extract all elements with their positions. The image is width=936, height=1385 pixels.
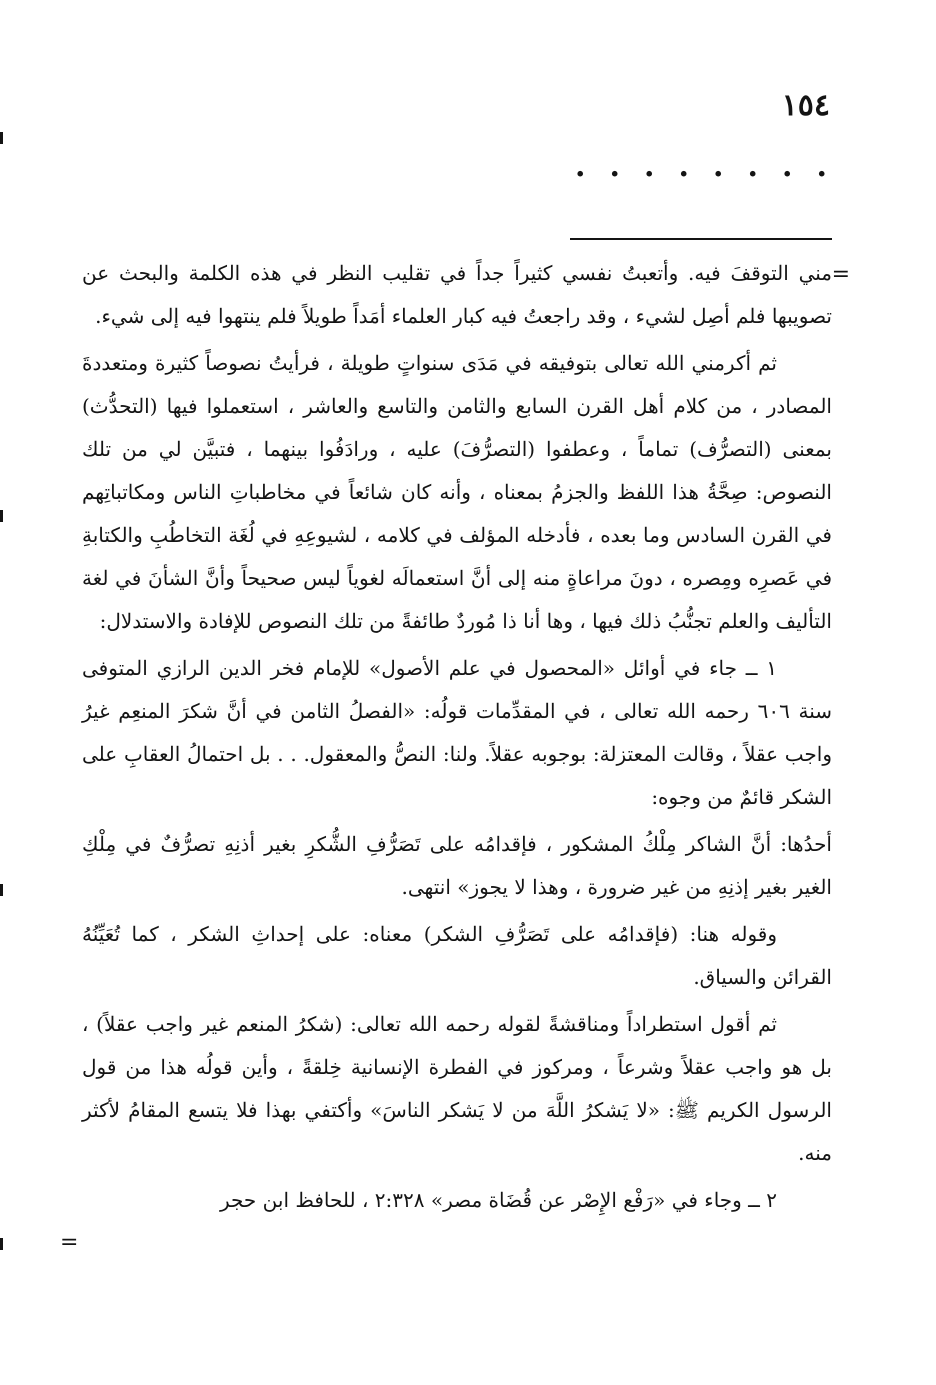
dot: . — [644, 149, 655, 184]
dot: . — [816, 149, 827, 184]
dot: . — [609, 149, 620, 184]
continuation-mark-end: = — [60, 1230, 79, 1255]
dot: . — [575, 149, 586, 184]
ellipsis-dots — [575, 149, 827, 184]
margin-mark — [0, 884, 3, 896]
dot: . — [782, 149, 793, 184]
paragraph-example-2: ٢ ــ وجاء في «رَفْع الإِصْر عن قُضَاة مصر» ٢:٣٢٨ ، للحافظ ابن حجر — [219, 1188, 777, 1212]
dot: . — [713, 149, 724, 184]
page-number: ١٥٤ — [781, 88, 830, 123]
paragraph-first-reason: أحدُها: أنَّ الشاكر مِلْكُ المشكور ، فإقدامُه على تَصَرُّفِ الشُّكرِ بغير أذنِهِ تصرُّفٌ في مِلْكِ الغير بغير إذنِهِ من غير ضرورة ، وهذا لا يجوز» انتهى. — [82, 832, 832, 899]
dot: . — [678, 149, 689, 184]
paragraph-explanation: وقوله هنا: (فإقدامُه على تَصَرُّفِ الشكر) معناه: على إحداثِ الشكر ، كما تُعَيِّنُهُ القرائن والسياق. — [82, 922, 832, 989]
margin-mark — [0, 132, 3, 144]
paragraph-example-1: ١ ــ جاء في أوائل «المحصول في علم الأصول» للإمام فخر الدين الرازي المتوفى سنة ٦٠٦ رحمه الله تعالى ، في المقدِّمات قولُه: «الفصلُ الثامن في أنَّ شكرَ المنعِم غيرُ واجب عقلاً ، وقالت المعتزلة: بوجوبه عقلاً. ولنا: النصُّ والمعقول. . . بل احتمالُ العقابِ على الشكر قائمٌ من وجوه: — [82, 656, 833, 809]
footnote-separator-rule — [570, 238, 832, 240]
paragraph-digression: ثم أقول استطراداً ومناقشةً لقوله رحمه الله تعالى: (شكرُ المنعم غير واجب عقلاً) ، بل هو واجب عقلاً وشرعاً ، ومركوز في الفطرة الإنسانية خِلقةً ، وأين قولُه هذا من قول الرسول الكريم ﷺ: «لا يَشكرُ اللَّهَ من لا يَشكر الناسَ» وأكتفي بهذا فلا يتسع المقامُ لأكثر منه. — [82, 1012, 832, 1165]
footnote-body — [82, 252, 832, 1226]
margin-mark — [0, 510, 3, 522]
margin-mark — [0, 1238, 3, 1250]
dot: . — [747, 149, 758, 184]
paragraph-texts-found: ثم أكرمني الله تعالى بتوفيقه في مَدَى سنواتٍ طويلة ، فرأيتُ نصوصاً كثيرة ومتعددةَ المصادر ، من كلام أهل القرن السابع والثامن والتاسع والعاشر ، استعملوا فيها (التحدُّث) بمعنى (التصرُّف) تماماً ، وعطفوا (التصرُّفَ) عليه ، ورادَفُوا بينهما ، فتبيَّن لي من تلك النصوص: صِحَّةُ هذا اللفظ والجزمُ بمعناه ، وأنه كان شائعاً في مخاطباتِ الناس ومكاتباتِهم في القرن السادس وما بعده ، فأدخله المؤلف في كلامه ، لشيوعِهِ في لُغَة التخاطُبِ والكتابةِ في عَصرِه ومِصره ، دونَ مراعاةٍ منه إلى أنَّ استعمالَه لغوياً ليس صحيحاً وأنَّ الشأنَ في لغة التأليف والعلم تجنُّبُ ذلك فيها ، وها أنا ذا مُوردٌ طائفةً من تلك النصوص للإفادة والاستدلال: — [82, 351, 832, 633]
paragraph-continued: مني التوقفَ فيه. وأتعبتُ نفسي كثيراً جداً في تقليب النظر في هذه الكلمة والبحث عن تصويبها فلم أصِل لشيء ، وقد راجعتُ فيه كبار العلماء أمَداً طويلاً فلم ينتهوا فيه إلى شيء. — [82, 261, 832, 328]
continuation-mark-start: = — [831, 262, 850, 287]
